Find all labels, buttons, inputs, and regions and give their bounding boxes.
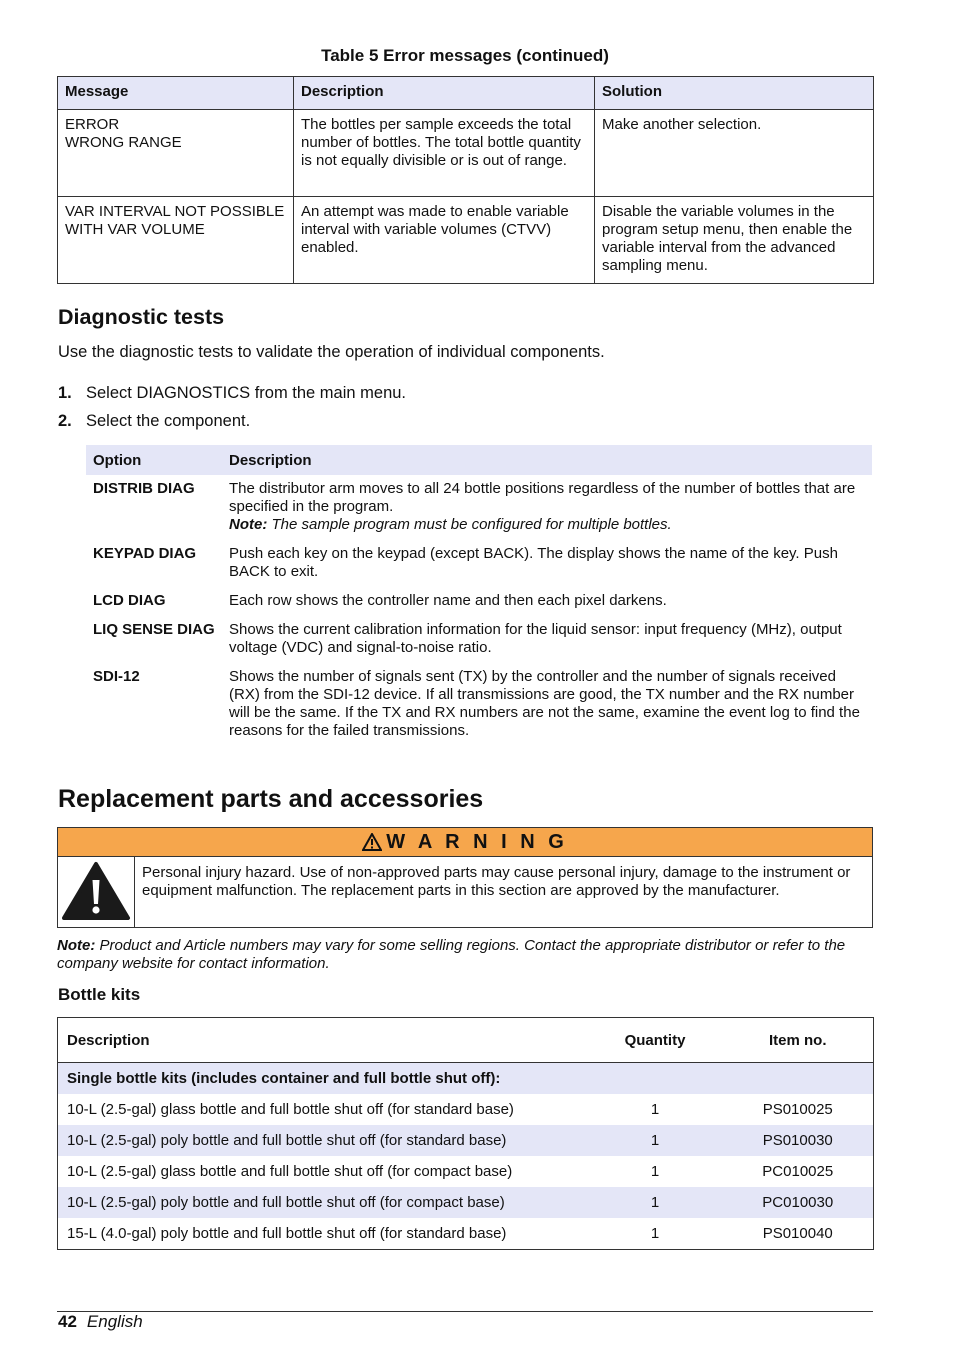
option-description: Shows the current calibration information for the liquid sensor: input frequency (MHz), output voltage (VDC) and signal-to-noise ratio. (229, 621, 842, 656)
note-label: Note: (57, 937, 96, 954)
diagnostic-options-table (86, 445, 872, 746)
table-row (58, 1218, 874, 1250)
option-name: LCD DIAG (93, 592, 166, 609)
table-row (58, 1125, 874, 1156)
page-footer (58, 1312, 143, 1332)
step-number: 1. (58, 384, 72, 402)
error-message: ERROR WRONG RANGE (58, 110, 294, 197)
note-text: Product and Article numbers may vary for some selling regions. Contact the appropriate distributor or refer to the company website for contact information. (57, 937, 846, 972)
option-name: SDI-12 (93, 668, 140, 685)
kit-quantity: 1 (650, 1101, 660, 1118)
warning-exclamation-icon (58, 856, 135, 927)
kit-description: 10-L (2.5-gal) glass bottle and full bottle shut off (for standard base) (67, 1101, 514, 1118)
option-description: Shows the number of signals sent (TX) by the controller and the number of signals received (RX) from the SDI-12 device. If all transmissions are good, the TX number and the RX number will be the same. If the TX and RX numbers are not the same, examine the event log to find the reasons for the failed transmissions. (229, 668, 860, 739)
kit-quantity: 1 (650, 1163, 660, 1180)
column-header: Message (58, 77, 294, 110)
column-header: Option (86, 445, 222, 475)
table-row (58, 110, 874, 197)
group-label: Single bottle kits (includes container and full bottle shut off): (58, 1063, 874, 1095)
note-text: The sample program must be configured for multiple bottles. (271, 516, 672, 533)
note-label: Note: (229, 516, 268, 533)
kit-item-no: PS010040 (762, 1225, 833, 1242)
step-number: 2. (58, 412, 72, 430)
option-description: Push each key on the keypad (except BACK). The display shows the name of the key. Push BACK to exit. (229, 545, 838, 580)
column-header: Solution (595, 77, 874, 110)
table-row (86, 616, 872, 663)
option-name: DISTRIB DIAG (93, 480, 195, 497)
subsection-heading-bottle-kits: Bottle kits (58, 985, 141, 1004)
step-item (58, 412, 250, 431)
option-description: Each row shows the controller name and then each pixel darkens. (229, 592, 667, 609)
kit-description: 10-L (2.5-gal) poly bottle and full bottle shut off (for standard base) (58, 1125, 588, 1156)
option-note (229, 516, 865, 534)
footer-divider (57, 1311, 873, 1312)
page-number: 42 (58, 1312, 77, 1331)
error-description: An attempt was made to enable variable interval with variable volumes (CTVV) enabled. (294, 197, 595, 284)
kit-item-no: PC010025 (762, 1163, 834, 1180)
table-row (86, 587, 872, 616)
kit-description: 10-L (2.5-gal) poly bottle and full bottle shut off (for compact base) (58, 1187, 588, 1218)
error-solution: Make another selection. (595, 110, 874, 197)
option-name: LIQ SENSE DIAG (93, 621, 215, 638)
error-messages-table (57, 76, 874, 284)
table-row (86, 663, 872, 746)
table-row (58, 1094, 874, 1125)
option-description (222, 475, 872, 540)
diagnostic-intro: Use the diagnostic tests to validate the operation of individual components. (58, 343, 605, 361)
warning-triangle-icon (362, 833, 382, 856)
table-row (86, 540, 872, 587)
warning-header (57, 827, 873, 857)
kit-item-no: PS010030 (723, 1125, 874, 1156)
column-header: Description (58, 1018, 588, 1063)
kit-quantity: 1 (650, 1225, 660, 1242)
table-caption: Table 5 Error messages (continued) (321, 46, 609, 65)
error-message: VAR INTERVAL NOT POSSIBLE WITH VAR VOLUME (58, 197, 294, 284)
warning-body (57, 856, 873, 928)
section-heading-replacement: Replacement parts and accessories (58, 785, 484, 813)
column-header: Quantity (588, 1018, 723, 1063)
column-header: Description (294, 77, 595, 110)
step-text: Select the component. (86, 412, 251, 430)
table-row (58, 1187, 874, 1218)
error-description: The bottles per sample exceeds the total number of bottles. The total bottle quantity is not equally divisible or is out of range. (294, 110, 595, 197)
kit-item-no: PS010025 (762, 1101, 833, 1118)
table-row (86, 475, 872, 540)
warning-title: W A R N I N G (386, 831, 568, 853)
step-item (58, 384, 406, 403)
kit-description: 10-L (2.5-gal) glass bottle and full bottle shut off (for compact base) (67, 1163, 513, 1180)
error-solution: Disable the variable volumes in the program setup menu, then enable the variable interval from the advanced sampling menu. (595, 197, 874, 284)
regional-note (57, 937, 877, 973)
table-row (58, 197, 874, 284)
option-description-text: The distributor arm moves to all 24 bottle positions regardless of the number of bottles that are specified in the program. (229, 480, 856, 515)
column-header: Item no. (723, 1018, 874, 1063)
step-text: Select DIAGNOSTICS from the main menu. (86, 384, 407, 402)
warning-text: Personal injury hazard. Use of non-approved parts may cause personal injury, damage to the instrument or equipment malfunction. The replacement parts in this section are approved by the manufacturer. (142, 864, 851, 899)
group-row (58, 1063, 874, 1095)
footer-language: English (86, 1312, 143, 1331)
kit-quantity: 1 (588, 1125, 723, 1156)
column-header: Description (222, 445, 872, 475)
kit-quantity: 1 (588, 1187, 723, 1218)
kit-item-no: PC010030 (723, 1187, 874, 1218)
bottle-kits-table (57, 1017, 874, 1250)
kit-description: 15-L (4.0-gal) poly bottle and full bottle shut off (for standard base) (67, 1225, 507, 1242)
table-row (58, 1156, 874, 1187)
section-heading-diagnostic: Diagnostic tests (58, 305, 225, 329)
option-name: KEYPAD DIAG (93, 545, 197, 562)
